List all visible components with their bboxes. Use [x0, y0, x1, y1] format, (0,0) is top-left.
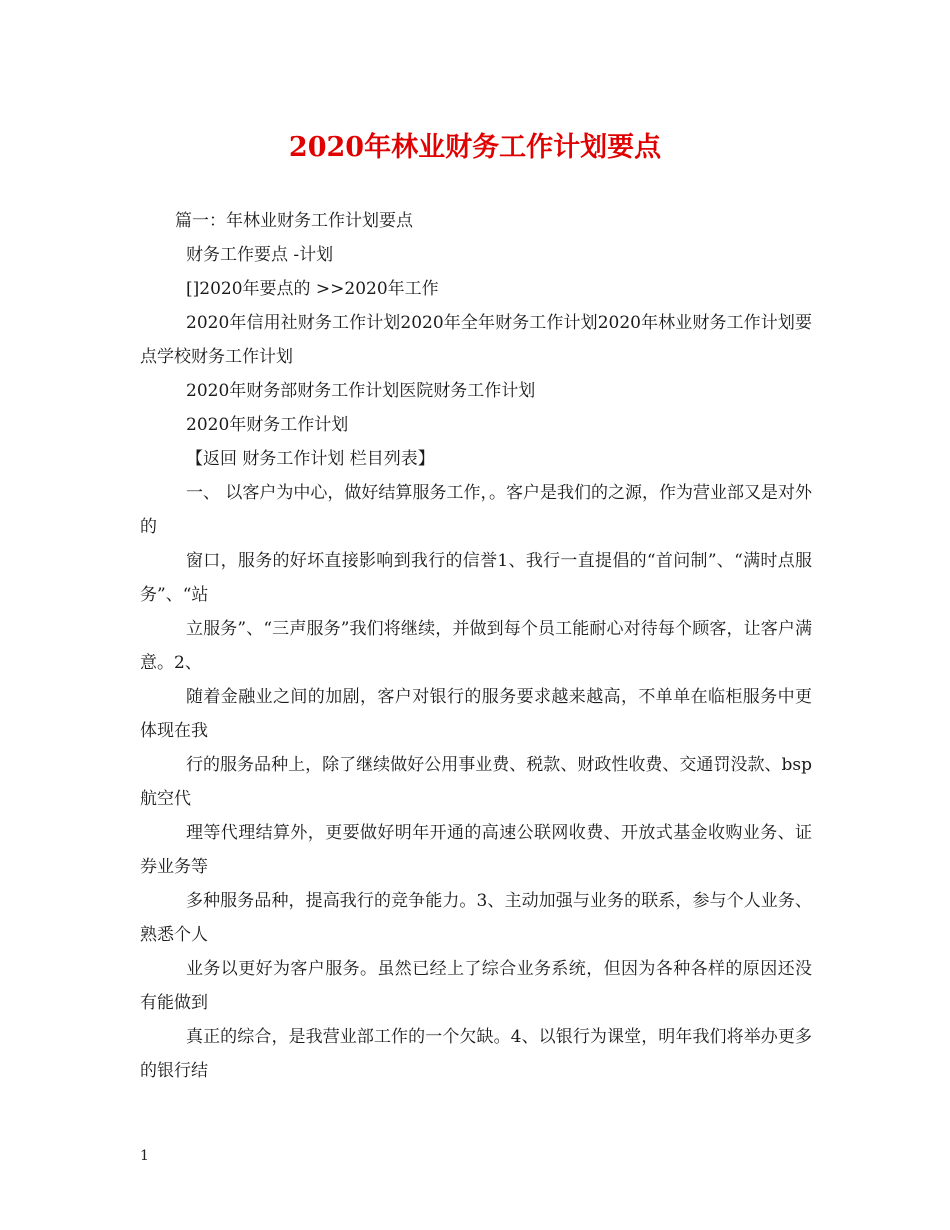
page-number: 1	[140, 1148, 149, 1164]
paragraph: 业务以更好为客户服务。虽然已经上了综合业务系统，但因为各种各样的原因还没有能做到	[140, 959, 812, 1013]
paragraph: 理等代理结算外，更要做好明年开通的高速公联网收费、开放式基金收购业务、证券业务等	[140, 823, 812, 877]
paragraph: 立服务”、“三声服务”我们将继续，并做到每个员工能耐心对待每个顾客，让客户满意。2、	[140, 619, 812, 673]
paragraph: 行的服务品种上，除了继续做好公用事业费、税款、财政性收费、交通罚没款、bsp航空代	[140, 755, 812, 809]
paragraph: 一、 以客户为中心，做好结算服务工作，。客户是我们的之源，作为营业部又是对外的	[140, 483, 812, 537]
document-title: 2020年林业财务工作计划要点	[288, 132, 662, 163]
paragraph: 财务工作要点 -计划	[186, 245, 334, 265]
paragraph: 2020年财务部财务工作计划医院财务工作计划	[186, 381, 536, 401]
paragraph: 【返回 财务工作计划 栏目列表】	[186, 449, 435, 469]
paragraph: 随着金融业之间的加剧，客户对银行的服务要求越来越高，不单单在临柜服务中更体现在我	[140, 687, 812, 741]
paragraph: 真正的综合，是我营业部工作的一个欠缺。4、以银行为课堂，明年我们将举办更多的银行结	[140, 1027, 812, 1081]
paragraph: []2020年要点的 >>2020年工作	[186, 279, 439, 299]
paragraph: 窗口，服务的好坏直接影响到我行的信誉1、我行一直提倡的“首问制”、“满时点服务”、“站	[140, 551, 812, 605]
paragraph: 多种服务品种，提高我行的竞争能力。3、主动加强与业务的联系，参与个人业务、熟悉个人	[140, 891, 812, 945]
document-body	[140, 204, 812, 1088]
paragraph: 篇一：年林业财务工作计划要点	[175, 211, 413, 231]
paragraph: 2020年信用社财务工作计划2020年全年财务工作计划2020年林业财务工作计划要点学校财务工作计划	[140, 313, 812, 367]
paragraph: 2020年财务工作计划	[186, 415, 349, 435]
